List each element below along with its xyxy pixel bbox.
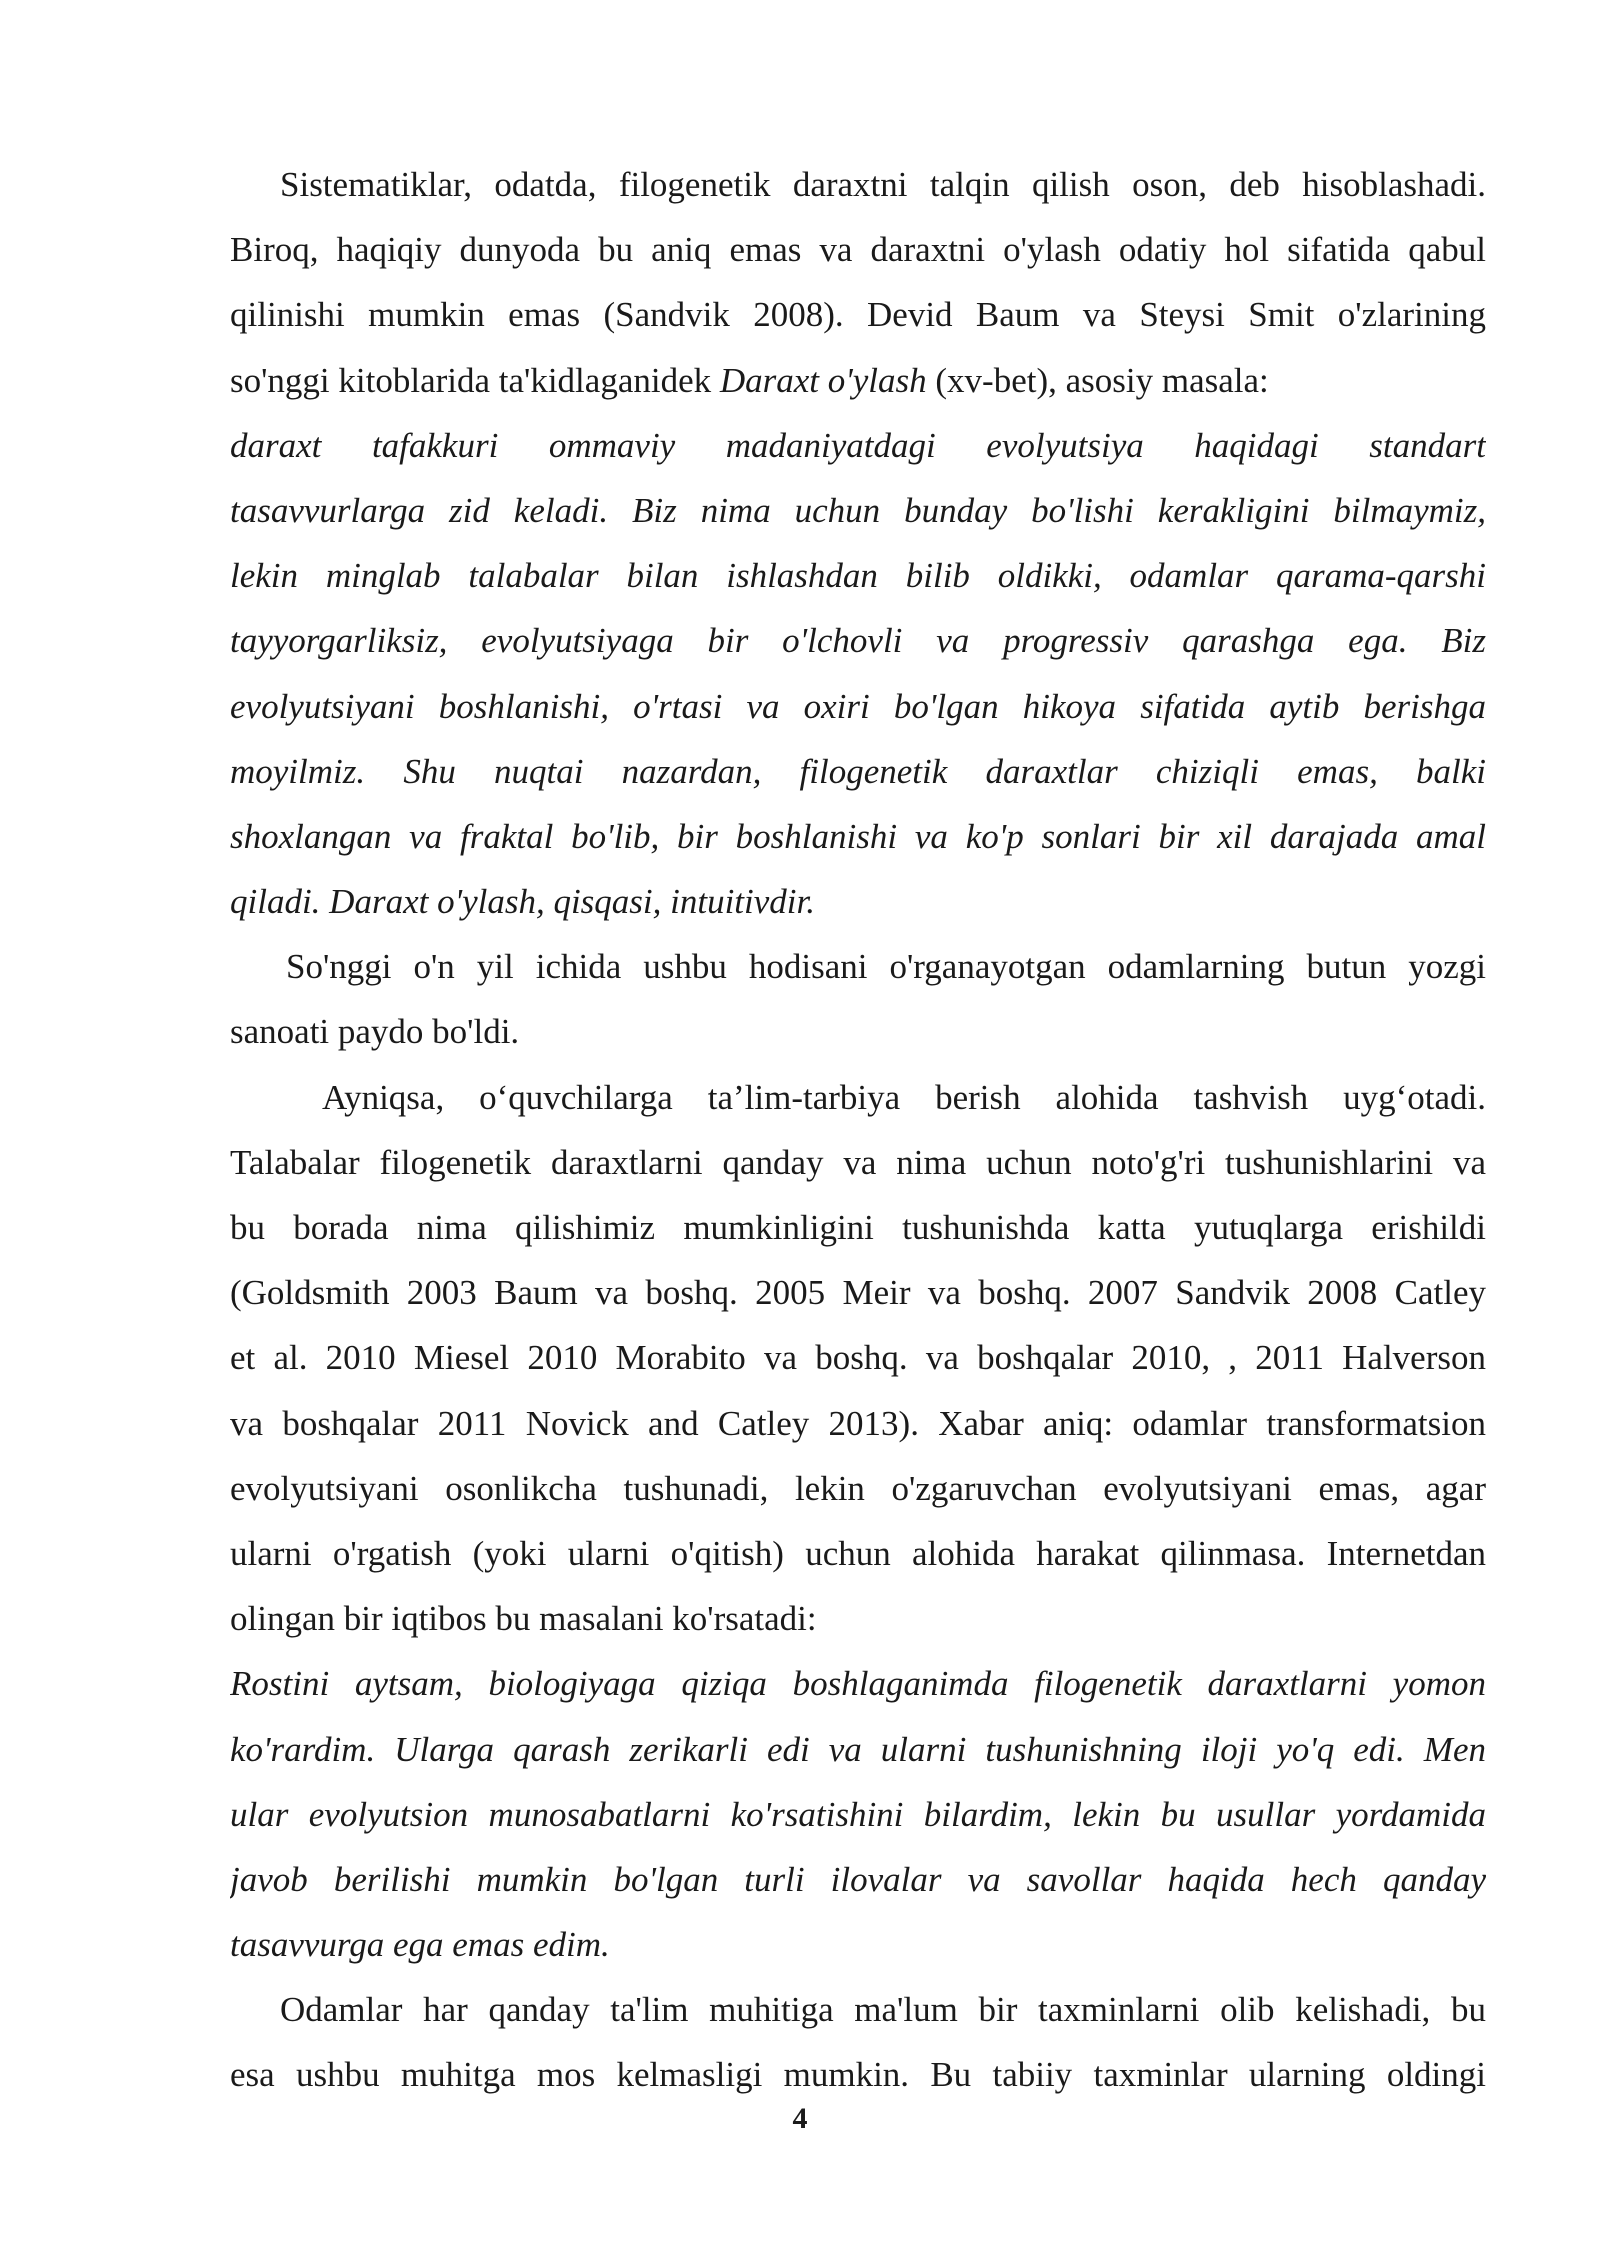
- paragraph-3-line-1: Ayniqsa, o‘quvchilarga ta’lim-tarbiya berish alohida tashvish uyg‘otadi.: [322, 1077, 1486, 1117]
- quote-2-line-2: ko'rardim. Ularga qarash zerikarli edi va ularni tushunishning iloji yo'q edi. Men: [230, 1729, 1486, 1769]
- paragraph-2-line-1: So'nggi o'n yil ichida ushbu hodisani o'rganayotgan odamlarning butun yozgi: [286, 947, 1486, 987]
- paragraph-3-line-8: ularni o'rgatish (yoki ularni o'qitish) uchun alohida harakat qilinmasa. Internetdan: [230, 1533, 1486, 1573]
- paragraph-1-line-4-before: so'nggi kitoblarida ta'kidlaganidek: [230, 360, 720, 400]
- paragraph-2-line-2: sanoati paydo bo'ldi.: [230, 1012, 520, 1052]
- paragraph-3-line-5: et al. 2010 Miesel 2010 Morabito va boshq. va boshqalar 2010, , 2011 Halverson: [230, 1338, 1486, 1378]
- paragraph-3-line-3: bu borada nima qilishimiz mumkinligini tushunishda katta yutuqlarga erishildi: [230, 1208, 1486, 1247]
- quote-1-line-6: moyilmiz. Shu nuqtai nazardan, filogenetik daraxtlar chiziqli emas, balki: [230, 751, 1486, 791]
- book-title: Daraxt o'ylash: [719, 360, 927, 400]
- quote-2-line-5: tasavvurga ega emas edim.: [230, 1925, 610, 1965]
- paragraph-3-line-6: va boshqalar 2011 Novick and Catley 2013). Xabar aniq: odamlar transformatsion: [230, 1403, 1486, 1443]
- paragraph-3-line-7: evolyutsiyani osonlikcha tushunadi, lekin o'zgaruvchan evolyutsiyani emas, agar: [230, 1468, 1486, 1508]
- page-number: 4: [792, 2102, 808, 2135]
- quote-2-line-1: Rostini aytsam, biologiyaga qiziqa boshlaganimda filogenetik daraxtlarni yomon: [230, 1664, 1486, 1704]
- paragraph-1-line-3: qilinishi mumkin emas (Sandvik 2008). Devid Baum va Steysi Smit o'zlarining: [230, 295, 1486, 335]
- quote-1-line-1: daraxt tafakkuri ommaviy madaniyatdagi evolyutsiya haqidagi standart: [230, 425, 1486, 465]
- body-text: [230, 152, 1486, 2108]
- paragraph-1-line-1: Sistematiklar, odatda, filogenetik daraxtni talqin qilish oson, deb hisoblashadi.: [280, 165, 1486, 204]
- quote-1-line-4: tayyorgarliksiz, evolyutsiyaga bir o'lchovli va progressiv qarashga ega. Biz: [230, 621, 1486, 661]
- paragraph-4-line-1: Odamlar har qanday ta'lim muhitiga ma'lum bir taxminlarni olib kelishadi, bu: [280, 1990, 1486, 2030]
- paragraph-3-line-4: (Goldsmith 2003 Baum va boshq. 2005 Meir va boshq. 2007 Sandvik 2008 Catley: [230, 1273, 1486, 1313]
- quote-1-line-7: shoxlangan va fraktal bo'lib, bir boshlanishi va ko'p sonlari bir xil darajada amal: [230, 816, 1486, 856]
- quote-1-line-3: lekin minglab talabalar bilan ishlashdan bilib oldikki, odamlar qarama-qarshi: [230, 556, 1486, 596]
- quote-2-line-3: ular evolyutsion munosabatlarni ko'rsatishini bilardim, lekin bu usullar yordamida: [230, 1794, 1486, 1834]
- paragraph-4-line-2: esa ushbu muhitga mos kelmasligi mumkin. Bu tabiiy taxminlar ularning oldingi: [230, 2055, 1486, 2095]
- paragraph-1-line-4-after: (xv-bet), asosiy masala:: [926, 360, 1269, 400]
- quote-1-line-5: evolyutsiyani boshlanishi, o'rtasi va oxiri bo'lgan hikoya sifatida aytib berishga: [230, 686, 1486, 726]
- quote-1-line-2: tasavvurlarga zid keladi. Biz nima uchun bunday bo'lishi kerakligini bilmaymiz,: [230, 490, 1486, 530]
- paragraph-1-line-2: Biroq, haqiqiy dunyoda bu aniq emas va daraxtni o'ylash odatiy hol sifatida qabul: [230, 230, 1486, 270]
- paragraph-3-line-2: Talabalar filogenetik daraxtlarni qanday va nima uchun noto'g'ri tushunishlarini va: [230, 1142, 1486, 1182]
- paragraph-3-line-9: olingan bir iqtibos bu masalani ko'rsatadi:: [230, 1599, 817, 1639]
- quote-2-line-4: javob berilishi mumkin bo'lgan turli ilovalar va savollar haqida hech qanday: [230, 1859, 1486, 1899]
- paragraph-1-line-4: [230, 348, 1486, 413]
- quote-1-line-8: qiladi. Daraxt o'ylash, qisqasi, intuitivdir.: [230, 882, 816, 922]
